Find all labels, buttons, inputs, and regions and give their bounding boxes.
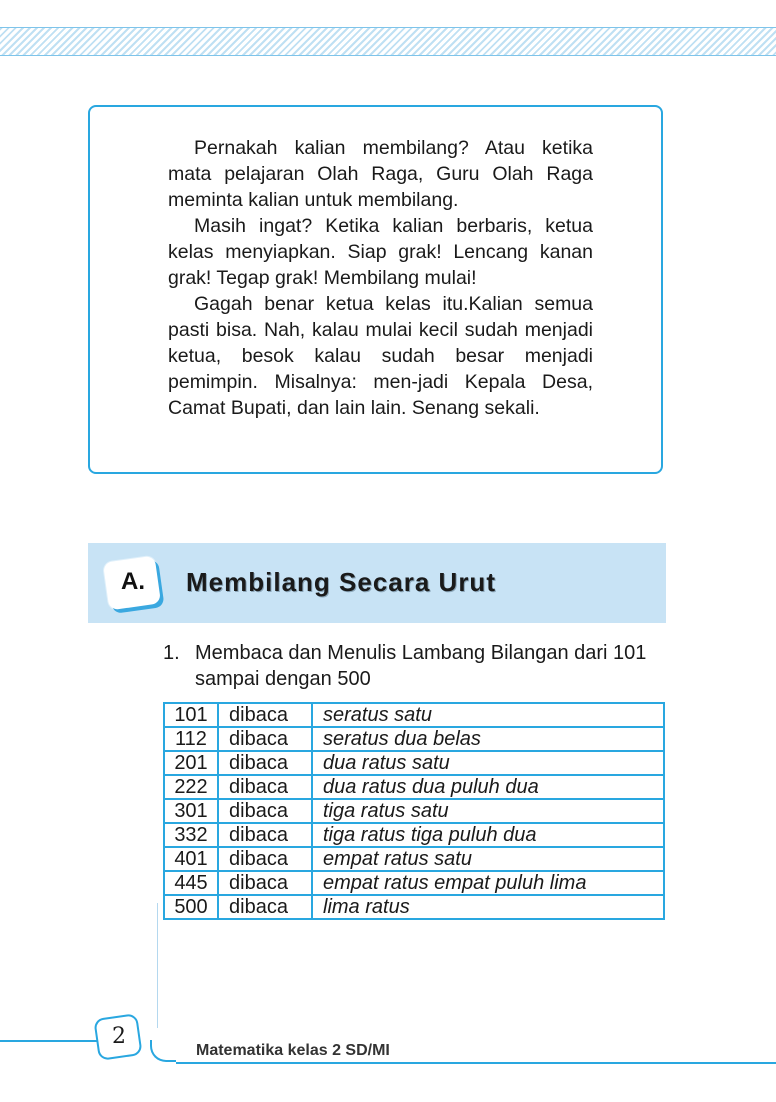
number-cell: 201 bbox=[164, 751, 218, 775]
page-number: 2 bbox=[112, 1024, 126, 1049]
verb-cell: dibaca bbox=[218, 775, 312, 799]
number-cell: 500 bbox=[164, 895, 218, 919]
words-cell: tiga ratus satu bbox=[312, 799, 664, 823]
table-row bbox=[164, 799, 664, 823]
words-cell: tiga ratus tiga puluh dua bbox=[312, 823, 664, 847]
table-row bbox=[164, 775, 664, 799]
words-cell: seratus satu bbox=[312, 703, 664, 727]
table-row bbox=[164, 871, 664, 895]
number-cell: 301 bbox=[164, 799, 218, 823]
number-cell: 445 bbox=[164, 871, 218, 895]
words-cell: lima ratus bbox=[312, 895, 664, 919]
words-cell: dua ratus satu bbox=[312, 751, 664, 775]
words-cell: empat ratus empat puluh lima bbox=[312, 871, 664, 895]
header-pattern-band bbox=[0, 27, 776, 56]
margin-rule bbox=[157, 903, 158, 1028]
table-row bbox=[164, 895, 664, 919]
number-cell: 112 bbox=[164, 727, 218, 751]
verb-cell: dibaca bbox=[218, 895, 312, 919]
table-row bbox=[164, 751, 664, 775]
table-row bbox=[164, 703, 664, 727]
number-table bbox=[163, 702, 665, 920]
intro-paragraph: Masih ingat? Ketika kalian berbaris, ketua kelas menyiapkan. Siap grak! Lencang kanan grak! Tegap grak! Membilang mulai! bbox=[168, 215, 593, 289]
footer-bracket bbox=[150, 1040, 176, 1062]
table-row bbox=[164, 847, 664, 871]
verb-cell: dibaca bbox=[218, 871, 312, 895]
verb-cell: dibaca bbox=[218, 799, 312, 823]
item-number: 1. bbox=[163, 642, 180, 664]
number-cell: 222 bbox=[164, 775, 218, 799]
table-row bbox=[164, 823, 664, 847]
number-cell: 332 bbox=[164, 823, 218, 847]
verb-cell: dibaca bbox=[218, 703, 312, 727]
table-row bbox=[164, 727, 664, 751]
intro-paragraph: Pernakah kalian membilang? Atau ketika mata pelajaran Olah Raga, Guru Olah Raga meminta kalian untuk membilang. bbox=[168, 137, 593, 211]
words-cell: empat ratus satu bbox=[312, 847, 664, 871]
footer-rule-left bbox=[0, 1040, 100, 1042]
footer-rule-right bbox=[176, 1062, 776, 1064]
verb-cell: dibaca bbox=[218, 847, 312, 871]
item-text: Membaca dan Menulis Lambang Bilangan dari 101 sampai dengan 500 bbox=[195, 642, 647, 690]
intro-paragraph: Gagah benar ketua kelas itu.Kalian semua pasti bisa. Nah, kalau mulai kecil sudah menjadi ketua, besok kalau sudah besar menjadi pemimpin. Misalnya: men-jadi Kepala Desa, Camat Bupati, dan lain lain. Senang sekali. bbox=[168, 293, 593, 419]
intro-text bbox=[168, 135, 593, 421]
section-title: Membilang Secara Urut bbox=[186, 567, 496, 597]
words-cell: seratus dua belas bbox=[312, 727, 664, 751]
verb-cell: dibaca bbox=[218, 823, 312, 847]
number-cell: 401 bbox=[164, 847, 218, 871]
verb-cell: dibaca bbox=[218, 727, 312, 751]
verb-cell: dibaca bbox=[218, 751, 312, 775]
number-cell: 101 bbox=[164, 703, 218, 727]
words-cell: dua ratus dua puluh dua bbox=[312, 775, 664, 799]
book-title: Matematika kelas 2 SD/MI bbox=[196, 1042, 390, 1059]
section-letter: A. bbox=[121, 568, 145, 595]
